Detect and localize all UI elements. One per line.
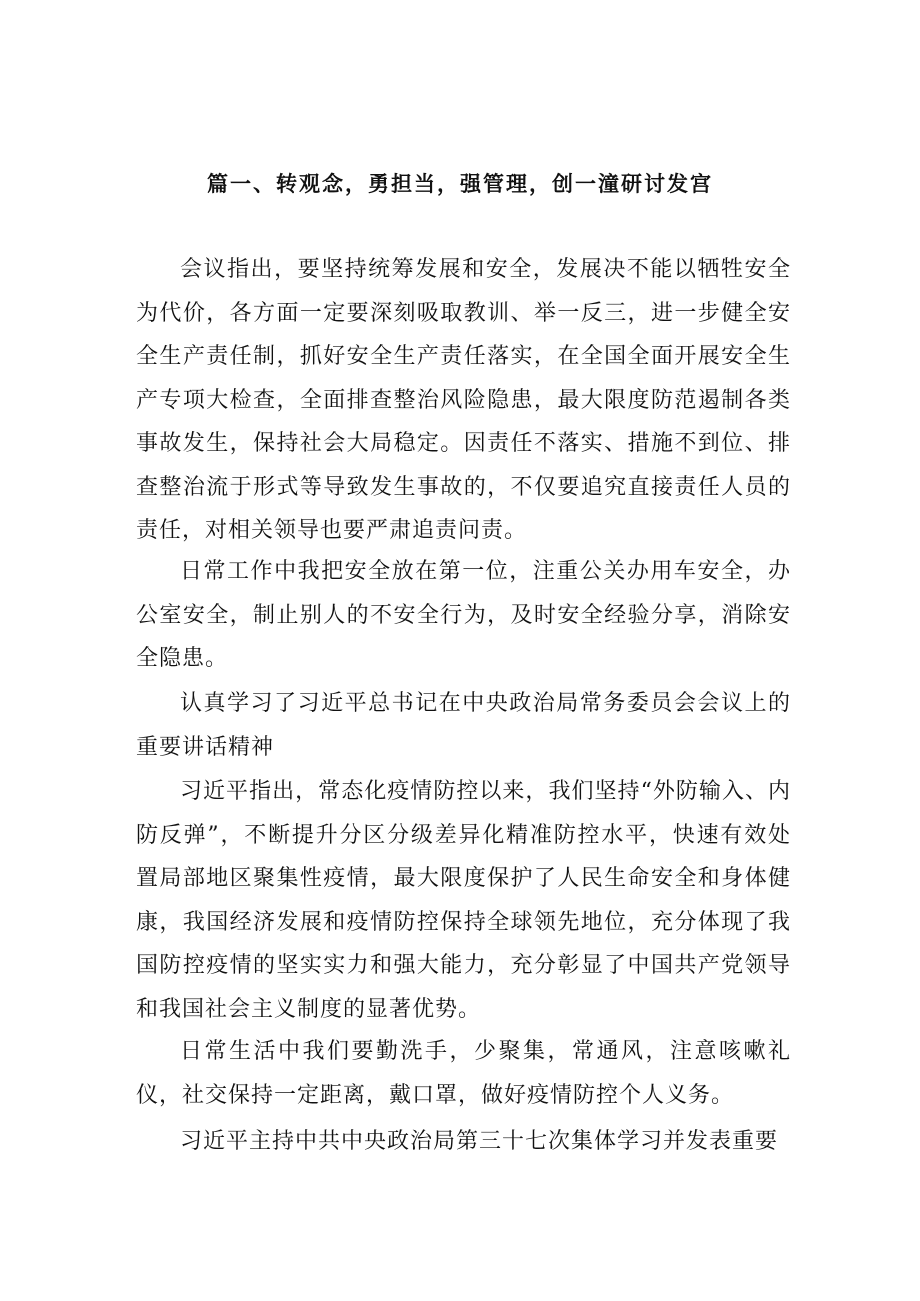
paragraph-meeting-safety: 会议指出，要坚持统筹发展和安全，发展决不能以牺牲安全为代价，各方面一定要深刻吸取教训、举一反三，进一步健全安全生产责任制，抓好安全生产责任落实，在全国全面开展安全生产专项大检查，全面排查整治风险隐患，最大限度防范遏制各类事故发生，保持社会大局稳定。因责任不落实、措施不到位、排查整治流于形式等导致发生事故的，不仅要追究直接责任人员的责任，对相关领导也要严肃追责问责。 (136, 257, 791, 543)
document-title: 篇一、转观念，勇担当，强管理，创一潼研讨发宫 (207, 171, 713, 197)
paragraph-study-speech: 认真学习了习近平总书记在中央政治局常务委员会会议上的重要讲话精神 (136, 691, 791, 760)
paragraph-daily-work-safety: 日常工作中我把安全放在第一位，注重公关办用车安全，办公室安全，制止别人的不安全行为，及时安全经验分享，消除安全隐患。 (136, 559, 791, 671)
paragraph-collective-study: 习近平主持中共中央政治局第三十七次集体学习并发表重要 (180, 1129, 779, 1154)
paragraph-epidemic-prevention: 习近平指出，常态化疫情防控以来，我们坚持“外防输入、内防反弹”，不断提升分区分级差异化精准防控水平，快速有效处置局部地区聚集性疫情，最大限度保护了人民生命安全和身体健康，我国经济发展和疫情防控保持全球领先地位，充分体现了我国防控疫情的坚实实力和强大能力，充分彰显了中国共产党领导和我国社会主义制度的显著优势。 (136, 779, 791, 1022)
paragraph-daily-life-hygiene: 日常生活中我们要勤洗手，少聚集，常通风，注意咳嗽礼仪，社交保持一定距离，戴口罩，做好疫情防控个人义务。 (136, 1039, 791, 1108)
